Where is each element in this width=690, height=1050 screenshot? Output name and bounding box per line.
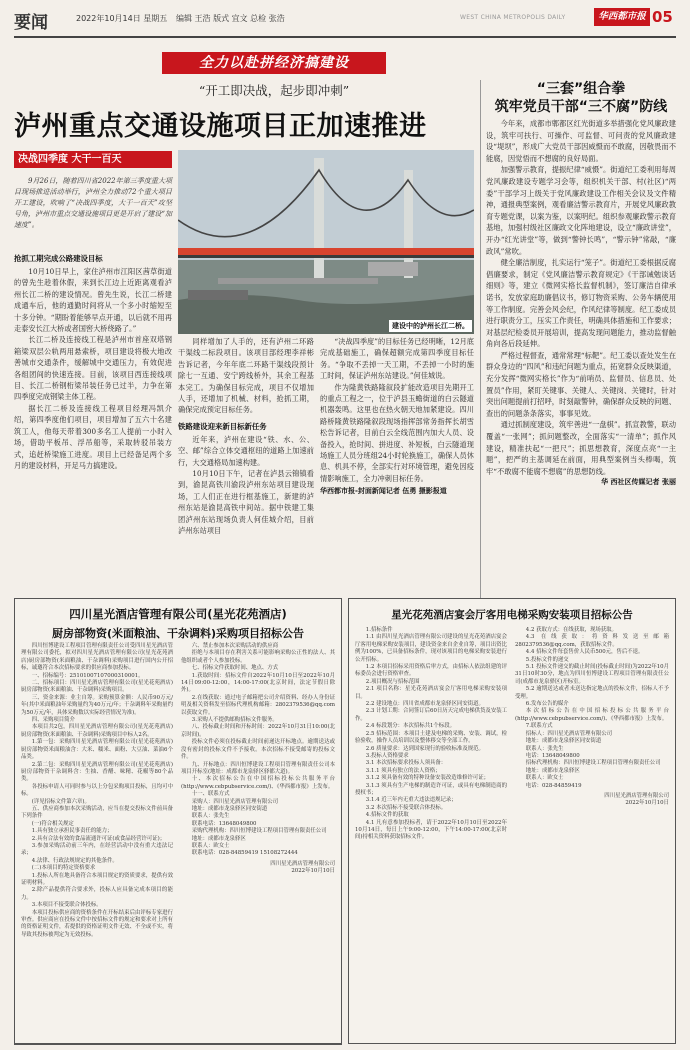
- ad-item: 7.联系方式: [525, 723, 553, 730]
- ad-item: 3.本项目不接受联合体投标。: [31, 902, 102, 909]
- ad-item: 5.投标文件的递交: [525, 656, 569, 663]
- ad-item: 二、招标项目：四川星光酒店管理有限公司(星光花苑酒店)厨房部物资(米面粮油、干杂调料)采购项目。: [21, 680, 173, 694]
- ad-item: 2.4 标段划分：本次招标共1个标段。: [365, 723, 455, 730]
- ad-item: 4.法律、行政法规规定的其他条件。: [31, 857, 118, 864]
- paragraph: 严格过程督查，通常常理“标靶”。纪工委以查处发生在群众身边的“四风”和违纪问题为重点，拓宽群众反映渠道，充分发挥“微网实格长”作为“前哨员、监督员、信息员、处置员”作用，紧盯关键事、关键人、关键岗、关键时，针对突出问题提前打招呼，时刻敲警钟，确保群众反映的问题、查出的问题条条落实，事事见效。: [486, 350, 676, 418]
- ad-item: 联系人：欧女士: [525, 775, 564, 782]
- article1-headline: 泸州重点交通设施项目正加速推进: [14, 111, 427, 142]
- ad-left-sign-date: 2022年10月10日: [291, 868, 335, 875]
- paragraph: 10月10日早上，家住泸州市江阳区茜草街道的曾先生趁着休假，来到长江边上近距离观看泸州长江二桥的建设情况。曾先生说，长江二桥建成通车后，他的通勤时间将从一个多小时缩短至十多分钟。“期盼着能够早点开通，以后就不用再走泰安长江大桥或者国窖大桥绕路了。”: [14, 267, 172, 334]
- ad-item: 2.除产品提供符合要求外，投标人应具备完成本项目的能力。: [21, 887, 173, 901]
- ad-item: 2.1 项目名称：星光花苑酒店宴会厅客用电梯采购安装项目。: [355, 686, 507, 700]
- header-editors: 编辑 王浩 版式 宜文 总检 张浩: [176, 14, 285, 23]
- ad-item: 地址：成都市龙泉驿区: [191, 835, 246, 842]
- ad-item: 3.采购人不提供邮购招标文件服务。: [191, 717, 278, 724]
- paragraph: 通过抓制度建设，筑牢善进“一盘棋”。抓宣教警，联动覆盖“一张网”；抓问题整改，全面落实“一清单”；抓作风建设，精准扶起“一把尺”；抓思想教育，深度点亮“一主题”，把严的主基调延在前面，用典型案例当头棒喝，筑牢“不敢腐不能腐不想腐”的思想防线。: [486, 420, 676, 476]
- ad-item: 八、投标截止时间和开标时间：2022年10月31日10:00(北京时间)。: [181, 724, 335, 738]
- ad-item: 联系人：欧女士: [191, 842, 230, 849]
- ad-item: 4.3 在线获取：将资料发送至邮箱2802379536@qq.com，获取招标文件。: [515, 634, 669, 648]
- article1-col1: [14, 252, 172, 471]
- ad-left-title1: 四川星光酒店管理有限公司(星光花苑酒店): [69, 607, 287, 621]
- ad-item: 电话：13648049800: [525, 752, 580, 759]
- ad-item: 联系人：张先生: [191, 813, 230, 820]
- ad-item: (详见招标文件第六章)。: [31, 798, 90, 805]
- ad-item: 3.1 本次招标要求投标人须具备：: [365, 760, 447, 767]
- ad-item: 投标文件必须在投标截止时间前递达开标地点。逾期送达或没有密封的投标文件不予接收。本次招标不接受邮寄的投标文件。: [181, 739, 335, 761]
- ad-item: 联系电话：13648049800: [191, 820, 257, 827]
- article2-body: [486, 118, 676, 489]
- west-china-label: WEST CHINA METROPOLIS DAILY: [460, 14, 566, 21]
- article1-col3: [320, 336, 474, 496]
- paragraph: 近年来，泸州在建设“铁、水、公、空、邮”综合立体交通枢纽的道路上加速前行，大交通格局加速构建。: [178, 434, 314, 467]
- ad-item: 4.1 凡有意参加投标者，请于2022年10月10日至2022年10月14日，每日上午9:00-12:00，下午14:00-17:00(北京时间)持相关资料获取招标文件。: [355, 819, 507, 841]
- ad-right-colA: [355, 627, 507, 842]
- ad-item: 2.第二包：采购四川星光酒店管理有限公司(星光花苑酒店)厨房部物资干杂调料含：生抽、香醋、味精、花椒等80个品类。: [21, 761, 173, 783]
- ad-item: 十一、联系方式: [191, 791, 230, 798]
- ad-item: 2.2 建设地点：四川省成都市龙泉驿区同安街道。: [365, 701, 484, 708]
- ad-item: 各投标申请人可同时参与以上分包采购项目投标，且均可中标。: [21, 783, 173, 798]
- ad-item: 招标代理机构：四川恒博建设工程项目管理有限责任公司: [525, 760, 661, 767]
- paragraph: 作为隆黄铁路隆叙段扩能改造项目先期开工的重点工程之一，位于泸县玉蟾街道的白云隧道机器轰鸣。这里也在热火朝天地加紧建设。四川路桥隆黄铁路隆叙段现场指挥部常务指挥长胡雪松告诉记者，目前白云全线范围内加大人员、设备投入，抢时间、拼进度、补短板，白云隧道现场施工人员分班组24小时轮换施工，确保人员休息、机具不停，全部实行对环境管理，避免因疫情影响施工，全力冲刺目标任务。: [320, 382, 474, 483]
- ad-item: 4.4 招标文件每套售价人民币500元，售后不退。: [525, 649, 644, 656]
- ad-item: 联系电话：028-84859419 15108272444: [191, 850, 298, 857]
- ad-item: 6.发布公告的媒介: [525, 701, 569, 708]
- ad-item: 1.获取时间：招标文件自2022年10月10日至2022年10月14日09:00-12:00，14:00-17:00(北京时间，法定节假日除外)。: [181, 672, 335, 694]
- ad-item: 1.第一包：采购四川星光酒店管理有限公司(星光花苑酒店)厨房部物资米面粮油含：大米、糯米、面粉、大豆油、菜油6个品类。: [21, 739, 173, 761]
- ad-item: (一)符合相关规定: [31, 820, 74, 827]
- paragraph: 同样增加了人手的，还有泸州二环路干渠线二标段项目。该项目部经理李祥彬告诉记者，今年年底二环路干渠线段预计除七一互通、安宁跨线桥外，其余工程基本完工。为确保目标完成，项目不仅增加人手，还增加了机械、材料，抢抓工期，确保完成预定目标任务。: [178, 337, 314, 415]
- article1-kicker: “开工即决战，起步即冲刺”: [198, 83, 350, 98]
- ad-right-sign-org: 四川星光酒店管理有限公司: [604, 792, 669, 799]
- ad-item: 3.1.3 须具有生产电梯的制造许可证，或具有电梯制造商的授权书；: [355, 782, 507, 796]
- ad-item: 3.1.1 须具有独立的法人资格；: [365, 767, 441, 774]
- col2-body: [178, 336, 314, 416]
- paragraph: 长江二桥及连接线工程是泸州市首座双塔钢箱梁双层公轨两用悬索桥，项目建设将极大地改善城市交通条件，缓解城中交通压力，有效促进各组团间的快速连接。目前，该项目西连接线项目、长江二桥钢桁梁吊装任务已过半，力争在第四季度完成钢梁主体工程。: [14, 335, 172, 402]
- col2b-body: [178, 434, 314, 537]
- ad-item: 3.1.2 须具备有效的特种设备安装改造维修许可证；: [365, 775, 490, 782]
- bridge-photo: [178, 150, 474, 334]
- article2-byline: 华 西社区传媒记者 张丽: [601, 478, 676, 487]
- ad-item: 拒绝与本项目存在利害关系可能影响采购公正性的法人、其他组织或者个人参加投标。: [181, 650, 335, 664]
- ad-item: (二)本项目的特定资格要求: [31, 865, 96, 872]
- ad-item: 1.具有独立承担民事责任的能力；: [31, 828, 113, 835]
- ad-item: 4.招标文件的获取: [365, 812, 409, 819]
- banner: 全力以赴拼经济搞建设: [162, 52, 386, 74]
- article2-headline2: 筑牢党员干部“三不腐”防线: [494, 99, 668, 115]
- ad-item: 2.5 招标范围：本项目土建及电梯的采购、安装、调试，检验验收，操作人员培训以及整体移交等全部工作。: [355, 730, 507, 745]
- ad-right-title: 星光花苑酒店宴会厅客用电梯采购安装项目招标公告: [391, 609, 633, 621]
- lead-text: 9月26日，随着四川省2022年第三季度重大项目现场推进活动举行，泸州全力推动72个重大项目开工建设，吹响了“决战四季度，大干一百天”攻坚号角，泸州市重点交通设施项目更是开启了建设“加速度”。: [14, 177, 172, 229]
- ad-item: 1.招标条件: [365, 627, 393, 633]
- ad-item: 1.2 本项目招标采用资格后审方式，由招标人依法组建的评标委员会进行资格审查。: [355, 664, 507, 678]
- subhead-1: 抢抓工期完成公路建设目标: [14, 254, 103, 263]
- article2-headline1: “三套”组合拳: [536, 81, 626, 97]
- photo-caption: 建设中的泸州长江二桥。: [389, 320, 472, 332]
- paragraph: 加强警示教育，提振纪律“威慑”。街道纪工委利用每周党风廉政建设专题学习会等，组织机关干部、村(社区)“两委”干部学习上级关于党风廉政建设工作相关会议及文件精神，通报典型案例，观看廉洁警示教育片，开展党风廉政教育专题党课，以案为鉴，以案明纪。组织参观廉政警示教育基地，加强村级社区廉政文化阵地建设，设立“廉政讲堂”，开办“红光讲堂”等，做到“警钟长鸣”，“警示钟”常敲，“廉政风”常吹。: [486, 165, 676, 256]
- article1-byline: 华西都市报-封面新闻记者 伍勇 摄影报道: [320, 487, 447, 496]
- header-date: 2022年10月14日 星期五: [76, 14, 168, 23]
- section-label: 要闻: [14, 13, 48, 33]
- paragraph: 今年来，成都市郫都区红光街道多举措强化党风廉政建设，筑牢可扶行、可操作、可监督、可问责的党风廉政建设“堤坝”，形成广大党员干部因威慑而不敢腐，因敬畏而不能腐，因觉悟而不想腐的良好局面。: [486, 119, 676, 163]
- ad-item: 六、禁止参加本次采购活动的供应商: [191, 643, 279, 649]
- ad-item: 联系人：张先生: [525, 745, 564, 752]
- article1-lead: [14, 176, 172, 231]
- ad-item: 四、采购项目简介: [31, 717, 75, 724]
- subhead-2: 铁路建设迎来新目标新任务: [178, 421, 267, 431]
- ad-item: 2.项目概况与招标范围: [365, 678, 420, 685]
- ad-left-colA: [21, 643, 173, 939]
- ad-item: 三、资金来源：业主自筹。采购预算金额：人民币90万元/年(其中米面粮油年采购量约为40万元/年；干杂调料年采购量约为50万元/年，具体采购数以实际经营情况为准)。: [21, 694, 173, 716]
- ad-item: 2.在线获取：通过电子邮箱把公司介绍资料、经办人身份证明及相关资料发至招标代理机构邮箱：2802379536@qq.com以获取文件。: [181, 694, 335, 716]
- newspaper-logo: 华西都市报: [594, 8, 650, 26]
- paragraph: “决战四季度”的目标任务已经明晰，12月底完成基础施工，确保超额完成第四季度目标任务。“争取不丢掉一天工期，不丢掉一小时的施工时间，保证泸州东站建设。”何佳城说。: [320, 337, 474, 381]
- ad-left-sign-org: 四川星光酒店管理有限公司: [270, 860, 335, 867]
- ad-item: 五、供应商参加本次采购活动，应当在提交投标文件前具备下列条件: [21, 805, 173, 820]
- ad-item: 地址：成都市龙泉驿区同安街道: [525, 738, 602, 745]
- ad-item: 地址：成都市龙泉驿区同安街道: [191, 805, 268, 812]
- ad-item: 3.2 本次招标不接受联合体投标。: [365, 804, 447, 811]
- ad-right-sign-date: 2022年10月10日: [625, 800, 669, 807]
- ad-left-box: [14, 598, 342, 1044]
- ad-item: 2.3 计划工期：合同签订后60日历天完成电梯供货及安装工作。: [355, 708, 507, 722]
- ad-item: 九、开标地点：四川恒博建设工程项目管理有限责任公司本项目开标室(地址：成都市龙泉驿区驿都大道)。: [181, 761, 335, 775]
- header-rule: [14, 36, 676, 38]
- page-header: [0, 0, 690, 44]
- ad-item: 十、本次招标公告在中国招标投标公共服务平台(http://www.cebpubservice.com/)、《华西都市报》上发布。: [181, 776, 335, 790]
- ad-item: 采购人：四川星光酒店管理有限公司: [191, 798, 279, 805]
- ad-left-colB: [181, 643, 335, 876]
- ad-item: 七、招标文件获取时间、地点、方式: [191, 665, 279, 672]
- ad-item: 3.投标人资格要求: [365, 752, 409, 759]
- col1-body: [14, 266, 172, 471]
- ad-item: 招标人：四川星光酒店管理有限公司: [525, 730, 613, 737]
- col3-body: [320, 336, 474, 484]
- ad-item: 本次招标公告在中国招标投标公共服务平台(http://www.cebpubservice.com/)、《华西都市报》上发布。: [515, 708, 669, 722]
- ad-item: 一、招标编号：25101007107000310001。: [31, 672, 144, 679]
- ad-item: 2.具有合法有效的食品流通许可证(或食品经营许可证)；: [31, 835, 166, 842]
- ad-item: 2.6 质量要求：达到国家现行的验收标准及规范。: [365, 745, 484, 752]
- ad-item: 4.2 获取方式：在线获取，现场获取。: [525, 627, 617, 633]
- article1-tag: 决战四季度 大干一百天: [14, 151, 172, 168]
- ad-item: 3.1.4 近三年内无重大违法违规记录；: [365, 797, 457, 804]
- ad-item: 地址：成都市龙泉驿区: [525, 767, 580, 774]
- ad-right-colB: [515, 627, 669, 808]
- ad-right-box: [348, 598, 676, 1044]
- ad-item: 1.投标人所在地具备符合本项目规定的资质要求，提供有效证明材料。: [21, 872, 173, 886]
- ad-item: 采购代理机构：四川恒博建设工程项目管理有限责任公司: [191, 828, 327, 835]
- ad-left-title2: 厨房部物资(米面粮油、干杂调料)采购项目招标公告: [51, 627, 305, 640]
- ad-item: 1.1 由四川星光酒店管理有限公司建设的星光花苑酒店宴会厅客用电梯采购安装项目，建设资金来自企业自筹，项目出资比例为100%，已具备招标条件，现对该项目的电梯采购安装进行公开招标。: [355, 634, 507, 663]
- bridge-illustration: [178, 150, 474, 334]
- ad-item: 5.2 逾期送达或者未送达指定地点的投标文件，招标人不予受理。: [515, 686, 669, 700]
- ad-item: 本项目投标供应商的资格条件在开标结束后由评标专家进行审查。供应商应在投标文件中按招标文件的规定和要求对上所有的资格证明文件，若提供的资格证明文件无效、不全或不实，将导致其投标被判定为无效投标。: [21, 909, 173, 938]
- paragraph: 10月10日下午，记者在泸县云锦镇看到，渝昆高铁川渝段泸州东站项目建设现场，工人们正在进行框基施工，新建的泸州东站是渝昆高铁中间站。据中铁建工集团泸州东站现场负责人何佳城介绍，目前泸州东站项目: [178, 469, 314, 536]
- ad-item: 3.参加采购活动前三年内，在经营活动中没有重大违法记录；: [21, 842, 173, 857]
- ad-item: 本项目共2包，四川星光酒店管理有限公司(星光花苑酒店)厨房部物资(米面粮油、干杂调料)采购项目中标人2名。: [21, 724, 173, 738]
- page-number: 05: [652, 8, 673, 26]
- article1-col2: [178, 336, 314, 537]
- ad-item: 5.1 投标文件递交的截止时间(投标截止时间)为2022年10月31日10时30分，地点为四川恒博建设工程项目管理有限责任公司(成都市龙泉驿区)开标室。: [515, 664, 669, 685]
- ad-item: 电话：028-84859419: [525, 782, 582, 789]
- paragraph: 据长江二桥及连接线工程项目经理冯凯介绍，第四季度他们项目，项目增加了五六十名建筑工人，他每天带着300多名工人提前一小时入场，借助平板吊、浮吊船等，采取转驳吊装方式，追赶桥梁施工进度。项目上已经备足两个多月的建设材料，开足马力搞建设。: [14, 403, 172, 470]
- ad-lead: 四川恒博建设工程项目管理有限责任公司受四川星光酒店管理有限公司委托，拟对四川星光酒店管理有限公司(星光花苑酒店)厨房部物资(米面粮油、干杂调料)采购项目进行国内公开招标，诚邀符合本次招标要求的供应商参加投标。: [21, 643, 173, 672]
- paragraph: 健全廉洁制度，扎实运行“笼子”。街道纪工委根据反腐倡廉要求，制定《党风廉洁警示教育规定》《干部诫勉谈话细则》等，建立《微网实格长监督机制》，签订廉洁自律承诺书，发放家庭助廉倡议书，修订物资采购、公务车辆使用等工作制度。完善会风会纪，作风纪律等制度。纪工委成员进行职责分工，压实工作责任，明确具体措施和工作要求；对基层纪检委员开展培训，提高发现问题能力，推动监督触角向各后段延伸。: [486, 258, 676, 349]
